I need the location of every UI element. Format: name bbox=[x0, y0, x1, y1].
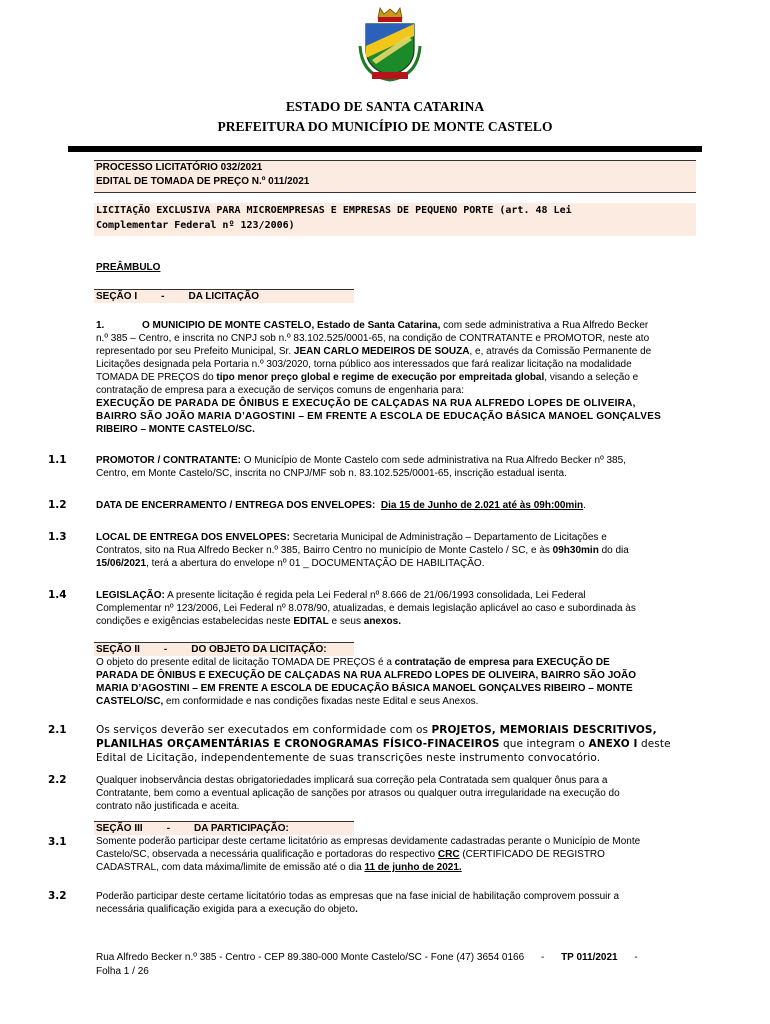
intro-line-1: com sede administrativa a Rua Alfredo Becker bbox=[440, 320, 649, 331]
state-title: ESTADO DE SANTA CATARINA bbox=[285, 99, 485, 114]
item-2-1-line-3: Edital de Licitação, independentemente de suas transcrições neste instrumento convocatório. bbox=[96, 752, 601, 764]
opening-date: 15/06/2021 bbox=[96, 558, 147, 569]
item-1-3-line-2a: Contratos, sito na Rua Alfredo Becker n.º 385, Bairro Centro no município de Monte Castelo / SC, e às bbox=[96, 545, 553, 556]
item-2-1-line-1a: Os serviços deverão ser executados em conformidade com os bbox=[96, 724, 432, 736]
item-2-2-line-1: Qualquer inobservância destas obrigatoriedades implicará sua correção pela Contratada sem qualquer ônus para a bbox=[96, 775, 608, 786]
item-1-3-number: 1.3 bbox=[48, 531, 67, 543]
section-3-label: SEÇÃO III bbox=[96, 823, 143, 834]
section-2-line-1b: contratação de empresa para EXECUÇÃO DE bbox=[394, 657, 610, 668]
process-box bbox=[94, 160, 696, 193]
section-1-title: DA LICITAÇÃO bbox=[188, 291, 260, 302]
section-3-dash: - bbox=[166, 823, 171, 834]
item-1-3 bbox=[96, 531, 696, 570]
section-1-label: SEÇÃO I bbox=[96, 291, 138, 302]
item-1-4-line-1: A presente licitação é regida pela Lei Federal nº 8.666 de 21/06/1993 consolidada, Lei Federal bbox=[164, 590, 586, 601]
section-3-title: DA PARTICIPAÇÃO: bbox=[194, 823, 289, 834]
item-1-1-line-2: Centro, em Monte Castelo/SC, inscrita no CNPJ/MF sob n. 83.102.525/0001-65, inscrição estadual isenta. bbox=[96, 468, 567, 479]
footer-page-number: Folha 1 / 26 bbox=[96, 966, 149, 977]
item-3-1-line-2a: Castelo/SC, observada a necessária qualificação e portadoras do respectivo bbox=[96, 849, 438, 860]
item-3-2-end: . bbox=[355, 904, 358, 915]
intro-line-6: contratação de empresa para a execução de serviços comuns de engenharia para: bbox=[96, 385, 465, 396]
item-3-2 bbox=[96, 890, 696, 916]
item-1-4-edital: EDITAL bbox=[293, 616, 329, 627]
item-2-1-line-2a: PLANILHAS ORÇAMENTÁRIAS E CRONOGRAMAS FÍSICO-FINACEIROS bbox=[96, 738, 500, 750]
item-1-2-end: . bbox=[583, 500, 586, 511]
footer-address: Rua Alfredo Becker n.º 385 - Centro - CEP 89.380-000 Monte Castelo/SC - Fone (47) 3654 0166 bbox=[96, 952, 525, 963]
item-3-1 bbox=[96, 835, 696, 874]
item-1-4 bbox=[96, 589, 696, 628]
exclusive-line-1: LICITAÇÃO EXCLUSIVA PARA MICROEMPRESAS E EMPRESAS DE PEQUENO PORTE (art. 48 Lei bbox=[96, 205, 572, 216]
footer bbox=[96, 951, 696, 964]
section-3-heading bbox=[94, 821, 354, 835]
intro-paragraph bbox=[96, 319, 696, 436]
section-2-line-2: PARADA DE ÔNIBUS E EXECUÇÃO DE CALÇADAS NA RUA ALFREDO LOPES DE OLIVEIRA, BAIRRO SÃO JOÃO bbox=[96, 670, 637, 681]
section-2-line-4b: em conformidade e nas condições fixadas neste Edital e seus Anexos. bbox=[163, 696, 479, 707]
section-2-heading bbox=[94, 642, 354, 656]
item-1-1 bbox=[96, 454, 696, 480]
item-2-1 bbox=[96, 723, 696, 765]
process-number: PROCESSO LICITATÓRIO 032/2021 bbox=[96, 162, 263, 173]
exclusive-notice bbox=[94, 203, 696, 236]
item-3-1-line-2c: (CERTIFICADO DE REGISTRO bbox=[459, 849, 605, 860]
crc-label: CRC bbox=[437, 849, 460, 860]
municipal-coat-of-arms-icon bbox=[358, 6, 422, 84]
item-2-1-number: 2.1 bbox=[48, 724, 67, 736]
item-1-3-line-1: Secretaria Municipal de Administração – Departamento de Licitações e bbox=[289, 532, 607, 543]
preamble-heading: PREÂMBULO bbox=[96, 262, 161, 273]
item-1-1-lead: PROMOTOR / CONTRATANTE: bbox=[96, 455, 241, 466]
item-1-4-number: 1.4 bbox=[48, 589, 67, 601]
item-1-3-line-3b: , terá a abertura do envelope nº 01 _ DOCUMENTAÇÃO DE HABILITAÇÃO. bbox=[146, 558, 485, 569]
intro-line-2: n.º 385 – Centro, e inscrita no CNPJ sob n.º 83.102.525/0001-65, na condição de CONTRATANTE e PROMOTOR, neste ato bbox=[96, 333, 650, 344]
item-1-4-anexos: anexos. bbox=[363, 616, 402, 627]
section-2-body bbox=[96, 656, 696, 708]
item-3-2-number: 3.2 bbox=[48, 890, 67, 902]
section-2-line-1a: O objeto do presente edital de licitação TOMADA DE PREÇOS é a bbox=[96, 657, 395, 668]
section-2-dash: - bbox=[163, 644, 168, 655]
footer-dash-2: - bbox=[634, 952, 638, 963]
item-1-4-lead: LEGISLAÇÃO: bbox=[96, 590, 165, 601]
municipality-title: PREFEITURA DO MUNICÍPIO DE MONTE CASTELO bbox=[217, 119, 553, 134]
intro-line-5b: tipo menor preço global e regime de execução por empreitada global bbox=[216, 372, 545, 383]
section-2-line-3: MARIA D’AGOSTINI – EM FRENTE A ESCOLA DE EDUCAÇÃO BÁSICA MANOEL GONÇALVES RIBEIRO – MONTE bbox=[96, 683, 633, 694]
item-2-1-line-1b: PROJETOS, MEMORIAIS DESCRITIVOS, bbox=[431, 724, 657, 736]
item-3-2-line-1: Poderão participar deste certame licitatório todas as empresas que na fase inicial de habilitação comprovem possuir a bbox=[96, 891, 620, 902]
intro-line-9: RIBEIRO – MONTE CASTELO/SC. bbox=[96, 424, 255, 435]
item-1-3-line-2c: do dia bbox=[598, 545, 629, 556]
item-1-4-line-3c: e seus bbox=[328, 616, 364, 627]
item-1-1-line-1: O Município de Monte Castelo com sede administrativa na Rua Alfredo Becker nº 385, bbox=[241, 455, 626, 466]
intro-num: 1. bbox=[96, 320, 105, 331]
footer-dash-1: - bbox=[540, 952, 545, 963]
item-3-1-line-1: Somente poderão participar deste certame licitatório as empresas devidamente cadastradas perante o Município de Monte bbox=[96, 836, 641, 847]
intro-line-5c: , visando a seleção e bbox=[544, 372, 639, 383]
item-2-2-line-2: Contratante, bem como a eventual aplicação de sanções por atrasos ou qualquer outra irregularidade na execução do bbox=[96, 788, 620, 799]
intro-line-7: EXECUÇÃO DE PARADA DE ÔNIBUS E EXECUÇÃO DE CALÇADAS NA RUA ALFREDO LOPES DE OLIVEIRA, bbox=[96, 398, 636, 409]
item-3-1-line-3a: CADASTRAL, com data máxima/limite de emissão até o dia bbox=[96, 862, 365, 873]
item-3-2-line-2a: necessária qualificação exigida para a execução do objeto bbox=[96, 904, 356, 915]
exclusive-line-2: Complementar Federal nº 123/2006) bbox=[96, 220, 295, 231]
crc-deadline: 11 de junho de 2021. bbox=[364, 862, 462, 873]
section-1-dash: - bbox=[161, 291, 165, 302]
section-2-title: DO OBJETO DA LICITAÇÃO: bbox=[191, 644, 327, 655]
intro-line-8: BAIRRO SÃO JOÃO MARIA D’AGOSTINI – EM FRENTE A ESCOLA DE EDUCAÇÃO BÁSICA MANOEL GONÇALVES bbox=[96, 411, 662, 422]
item-1-4-line-2: Complementar nº 123/2006, Lei Federal nº 8.078/90, atualizadas, e demais legislação aplicável ao caso e subordinada às bbox=[96, 603, 636, 614]
item-2-1-line-2b: que integram o bbox=[499, 738, 589, 750]
item-2-2-line-3: contrato não justificada e aceita. bbox=[96, 801, 240, 812]
item-1-2-number: 1.2 bbox=[48, 499, 67, 511]
item-3-1-number: 3.1 bbox=[48, 836, 67, 848]
intro-line-5a: TOMADA DE PREÇOS do bbox=[96, 372, 217, 383]
edital-number: EDITAL DE TOMADA DE PREÇO N.º 011/2021 bbox=[96, 176, 310, 187]
item-2-1-line-2d: deste bbox=[637, 738, 671, 750]
item-1-3-lead: LOCAL DE ENTREGA DOS ENVELOPES: bbox=[96, 532, 290, 543]
item-1-2-lead: DATA DE ENCERRAMENTO / ENTREGA DOS ENVELOPES: bbox=[96, 500, 376, 511]
item-2-1-anexo: ANEXO I bbox=[588, 738, 638, 750]
intro-line-3c: , e, através da Comissão Permanente de bbox=[469, 346, 652, 357]
section-2-label: SEÇÃO II bbox=[96, 644, 140, 655]
item-1-2 bbox=[96, 499, 696, 512]
mayor-name: JEAN CARLO MEDEIROS DE SOUZA bbox=[293, 346, 470, 357]
item-1-4-line-3a: condições e exigências estabelecidas neste bbox=[96, 616, 294, 627]
item-2-2-number: 2.2 bbox=[48, 774, 67, 786]
item-2-2 bbox=[96, 774, 696, 813]
opening-time: 09h30min bbox=[552, 545, 599, 556]
header-rule bbox=[68, 146, 702, 152]
section-2-line-4a: CASTELO/SC, bbox=[96, 696, 164, 707]
intro-line-4: Licitações designada pela Portaria n.º 303/2020, torna público aos interessados que fará realizar licitação na modalidade bbox=[96, 359, 632, 370]
item-1-1-number: 1.1 bbox=[48, 454, 67, 466]
footer-tp-number: TP 011/2021 bbox=[561, 952, 618, 963]
delivery-date: Dia 15 de Junho de 2.021 até às 09h:00min bbox=[380, 500, 584, 511]
intro-lead: O MUNICIPIO DE MONTE CASTELO, Estado de Santa Catarina, bbox=[142, 320, 441, 331]
section-1-heading bbox=[94, 289, 354, 303]
intro-line-3a: representado por seu Prefeito Municipal, Sr. bbox=[96, 346, 294, 357]
